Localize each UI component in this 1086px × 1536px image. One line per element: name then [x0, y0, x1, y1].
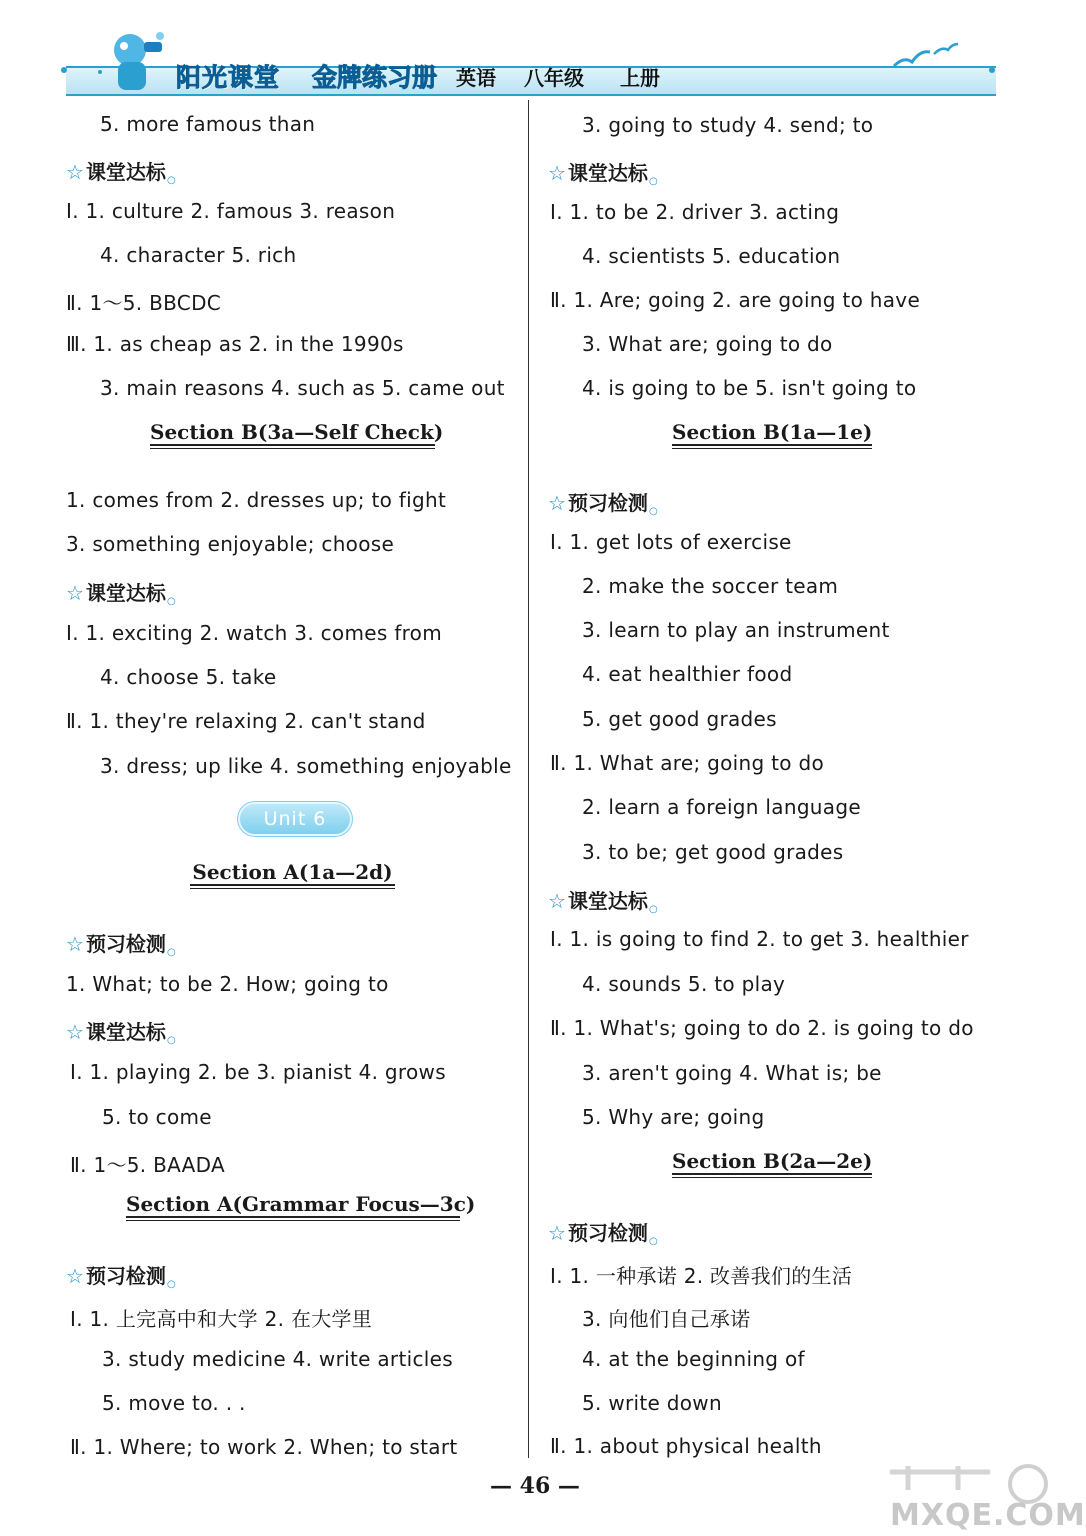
- answer-line: 4. eat healthier food: [582, 662, 793, 686]
- answer-line: 3. study medicine 4. write articles: [102, 1347, 453, 1371]
- answer-line: 5. more famous than: [100, 112, 316, 136]
- subject-label: 英语: [456, 66, 496, 90]
- answer-line: Ⅰ. 1. playing 2. be 3. pianist 4. grows: [70, 1060, 446, 1084]
- dot-icon: ○: [166, 947, 176, 958]
- dot-icon: ○: [166, 175, 176, 186]
- section-underline: [672, 448, 872, 449]
- answer-line: 5. to come: [102, 1105, 212, 1129]
- answer-line: 5. get good grades: [582, 707, 777, 731]
- section-underline: [150, 448, 435, 449]
- birds-decoration-icon: [890, 40, 960, 76]
- section-heading: ☆ 课堂达标$_○$: [66, 581, 176, 607]
- dot-icon: ○: [648, 1236, 658, 1247]
- answer-line: Ⅱ. 1～5. BBCDC: [66, 291, 222, 315]
- answer-line: 3. 向他们自己承诺: [582, 1307, 751, 1331]
- answer-line: 4. character 5. rich: [100, 243, 297, 267]
- brand-title: 阳光课堂: [176, 63, 281, 92]
- answer-line: Ⅰ. 1. to be 2. driver 3. acting: [550, 200, 840, 224]
- dot-icon: ○: [166, 1279, 176, 1290]
- dot-icon: ○: [648, 176, 658, 187]
- section-title: Section B(2a—2e): [672, 1149, 873, 1173]
- answer-line: 4. is going to be 5. isn't going to: [582, 376, 917, 400]
- answer-line: 3. aren't going 4. What is; be: [582, 1061, 882, 1085]
- answer-line: Ⅲ. 1. as cheap as 2. in the 1990s: [66, 332, 404, 356]
- dot-icon: ○: [166, 1035, 176, 1046]
- star-icon: ☆: [548, 1221, 566, 1245]
- section-underline: [672, 1173, 872, 1175]
- answer-line: 3. going to study 4. send; to: [582, 113, 874, 137]
- unit-badge: Unit 6: [240, 804, 350, 834]
- answer-line: Ⅰ. 1. culture 2. famous 3. reason: [66, 199, 396, 223]
- section-underline: [190, 888, 395, 889]
- answer-line: 1. comes from 2. dresses up; to fight: [66, 488, 447, 512]
- dot-icon: ○: [166, 596, 176, 607]
- watermark-text: MXQE.COM: [890, 1498, 1086, 1533]
- answer-line: 4. at the beginning of: [582, 1347, 805, 1371]
- answer-line: 2. learn a foreign language: [582, 795, 861, 819]
- star-icon: ☆: [66, 932, 84, 956]
- section-underline: [126, 1216, 460, 1218]
- section-underline: [150, 444, 435, 446]
- star-icon: ☆: [66, 1020, 84, 1044]
- section-heading: ☆ 课堂达标$_○$: [66, 160, 176, 186]
- answer-line: 5. Why are; going: [582, 1105, 765, 1129]
- answer-line: Ⅰ. 1. is going to find 2. to get 3. healthier: [550, 927, 969, 951]
- page-number: — 46 —: [490, 1473, 580, 1499]
- section-underline: [672, 444, 872, 446]
- answer-line: 3. What are; going to do: [582, 332, 833, 356]
- section-heading: ☆ 课堂达标$_○$: [66, 1020, 176, 1046]
- dot-icon: ○: [648, 506, 658, 517]
- section-title: Section A(Grammar Focus—3c): [126, 1192, 476, 1216]
- answer-line: Ⅰ. 1. exciting 2. watch 3. comes from: [66, 621, 442, 645]
- answer-line: 4. sounds 5. to play: [582, 972, 786, 996]
- star-icon: ☆: [548, 889, 566, 913]
- section-title: Section B(3a—Self Check): [150, 420, 444, 444]
- answer-line: 1. What; to be 2. How; going to: [66, 972, 389, 996]
- page-header: [0, 0, 1063, 105]
- section-title: Section B(1a—1e): [672, 420, 873, 444]
- answer-line: Ⅱ. 1. Where; to work 2. When; to start: [70, 1435, 458, 1459]
- section-heading: ☆ 预习检测$_○$: [548, 1221, 658, 1247]
- answer-line: Ⅰ. 1. 一种承诺 2. 改善我们的生活: [550, 1264, 853, 1288]
- volume-label: 上册: [620, 66, 660, 90]
- section-heading: ☆ 课堂达标$_○$: [548, 161, 658, 187]
- answer-line: 3. main reasons 4. such as 5. came out: [100, 376, 505, 400]
- star-icon: ☆: [66, 160, 84, 184]
- answer-line: 3. to be; get good grades: [582, 840, 844, 864]
- answer-line: Ⅱ. 1. Are; going 2. are going to have: [550, 288, 921, 312]
- answer-line: Ⅱ. 1. they're relaxing 2. can't stand: [66, 709, 426, 733]
- star-icon: ☆: [548, 491, 566, 515]
- mascot-logo-icon: [108, 28, 168, 94]
- answer-line: Ⅱ. 1. What's; going to do 2. is going to do: [550, 1016, 974, 1040]
- answer-line: Ⅱ. 1. about physical health: [550, 1434, 822, 1458]
- answer-line: 3. something enjoyable; choose: [66, 532, 395, 556]
- answer-line: 4. choose 5. take: [100, 665, 277, 689]
- answer-line: 4. scientists 5. education: [582, 244, 841, 268]
- answer-line: 3. dress; up like 4. something enjoyable: [100, 754, 512, 778]
- star-icon: ☆: [66, 1264, 84, 1288]
- section-heading: ☆ 预习检测$_○$: [548, 491, 658, 517]
- section-heading: ☆ 课堂达标$_○$: [548, 889, 658, 915]
- answer-line: Ⅱ. 1. What are; going to do: [550, 751, 825, 775]
- brand-subtitle: 金牌练习册: [312, 63, 438, 92]
- answer-line: 5. write down: [582, 1391, 722, 1415]
- answer-line: 5. move to. . .: [102, 1391, 246, 1415]
- section-title: Section A(1a—2d): [192, 860, 393, 884]
- answer-line: Ⅱ. 1～5. BAADA: [70, 1153, 225, 1177]
- answer-line: 2. make the soccer team: [582, 574, 839, 598]
- section-underline: [190, 884, 395, 886]
- answer-line: 3. learn to play an instrument: [582, 618, 890, 642]
- star-icon: ☆: [548, 161, 566, 185]
- section-underline: [126, 1220, 460, 1221]
- answer-line: Ⅰ. 1. 上完高中和大学 2. 在大学里: [70, 1307, 373, 1331]
- column-divider: [528, 100, 529, 1458]
- section-heading: ☆ 预习检测$_○$: [66, 932, 176, 958]
- star-icon: ☆: [66, 581, 84, 605]
- section-heading: ☆ 预习检测$_○$: [66, 1264, 176, 1290]
- answer-line: Ⅰ. 1. get lots of exercise: [550, 530, 792, 554]
- dot-icon: ○: [648, 904, 658, 915]
- grade-label: 八年级: [524, 66, 584, 90]
- section-underline: [672, 1177, 872, 1178]
